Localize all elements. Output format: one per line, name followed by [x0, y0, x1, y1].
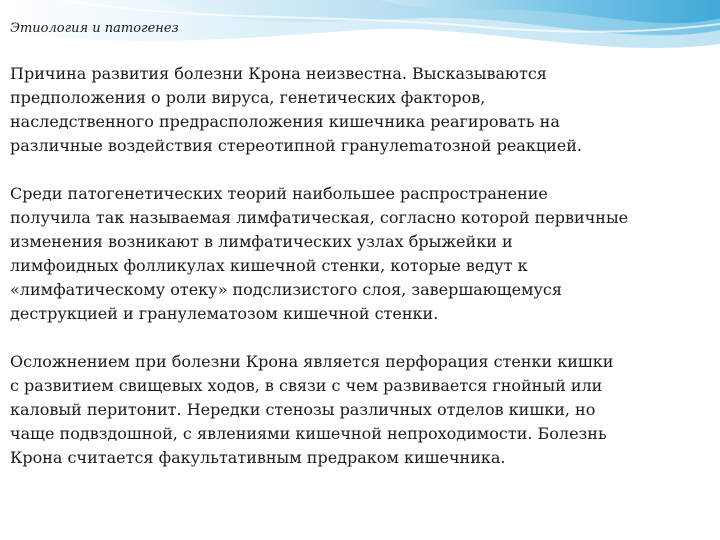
text-line: Осложнением при болезни Крона является перфорация стенки кишки	[10, 352, 614, 371]
text-line: различные воздействия стереотипной гранулеmатозной реакцией.	[10, 136, 582, 155]
text-line: изменения возникают в лимфатических узлах брыжейки и	[10, 232, 513, 251]
paragraph-complications	[10, 350, 705, 470]
text-line: чаще подвздошной, с явлениями кишечной непроходимости. Болезнь	[10, 424, 607, 443]
slide-title: Этиология и патогенез	[10, 21, 179, 36]
text-line: каловый перитонит. Нередки стенозы различных отделов кишки, но	[10, 400, 596, 419]
text-line: получила так называемая лимфатическая, согласно которой первичные	[10, 208, 629, 227]
text-line: лимфоидных фолликулах кишечной стенки, которые ведут к	[10, 256, 528, 275]
paragraph-pathogenesis	[10, 182, 705, 326]
text-line: Среди патогенетических теорий наибольшее распространение	[10, 184, 548, 203]
paragraph-etiology	[10, 62, 705, 158]
text-line: с развитием свищевых ходов, в связи с чем развивается гнойный или	[10, 376, 603, 395]
slide-body	[10, 62, 705, 470]
text-line: Причина развития болезни Крона неизвестна. Высказываются	[10, 64, 547, 83]
text-line: деструкцией и гранулематозом кишечной стенки.	[10, 304, 439, 323]
text-line: наследственного предрасположения кишечника реагировать на	[10, 112, 560, 131]
text-line: Крона считается факультативным предраком кишечника.	[10, 448, 506, 467]
text-line: предположения о роли вируса, генетических факторов,	[10, 88, 486, 107]
text-line: «лимфатическому отеку» подслизистого слоя, завершающемуся	[10, 280, 562, 299]
